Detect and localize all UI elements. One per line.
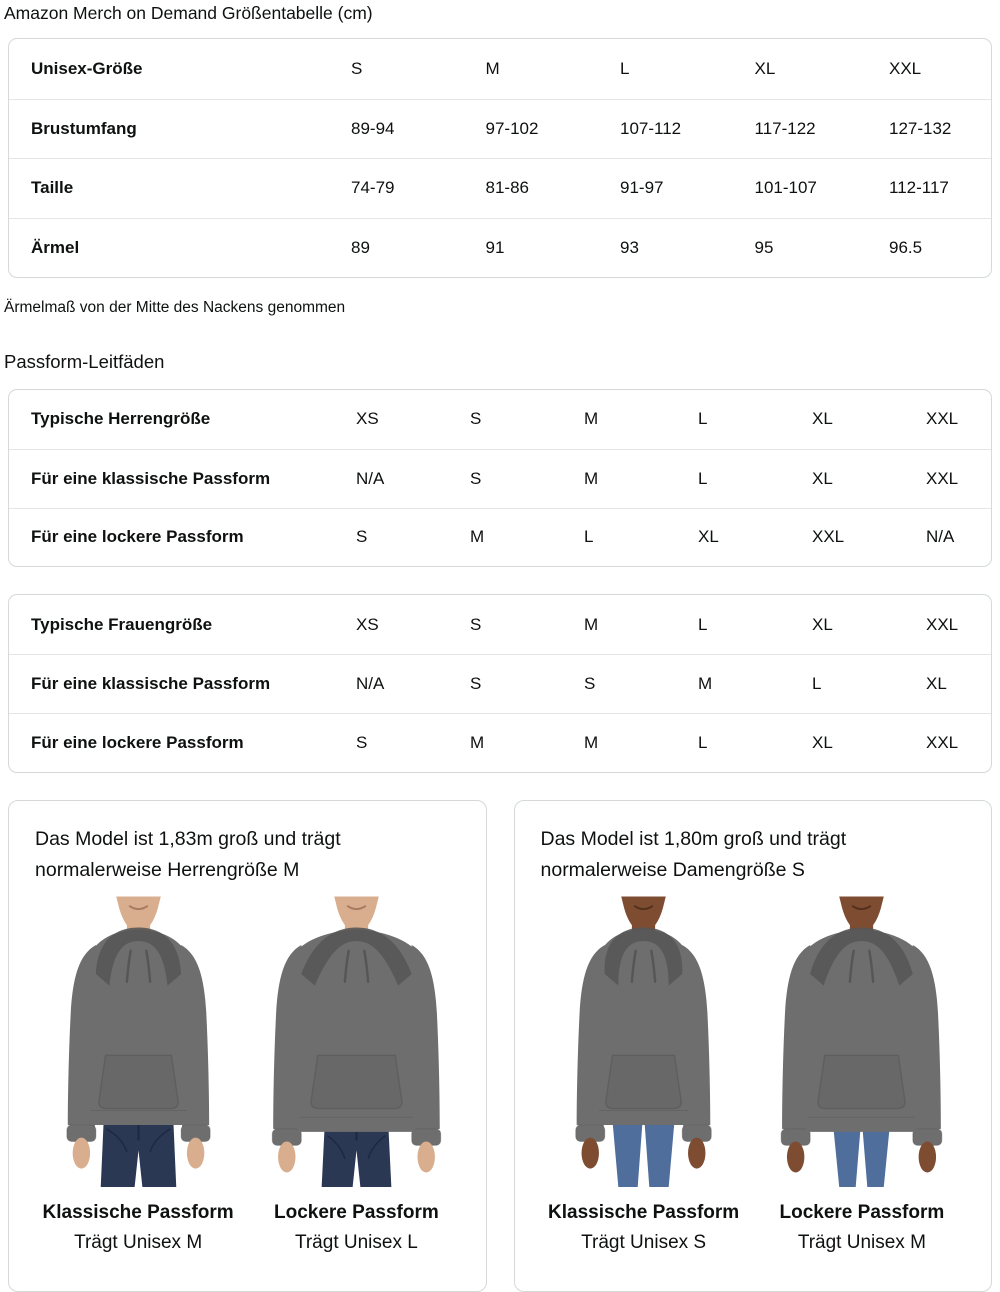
sleeve-measure-note: Ärmelmaß von der Mitte des Nackens genommen [4,299,346,316]
table-cell: M [584,468,599,488]
row-label: Für eine klassische Passform [31,674,271,694]
table-cell: M [584,732,599,752]
table-cell: M [584,614,599,634]
table-cell: S [584,674,596,694]
size-worn-label: Trägt Unisex M [797,1231,926,1253]
size-worn-label: Trägt Unisex S [581,1231,707,1253]
table-cell: L [698,468,708,488]
table-cell: 97-102 [485,118,539,138]
table-cell: 117-122 [754,118,816,138]
womens-fit-table [8,594,992,772]
size-worn-label: Trägt Unisex M [74,1231,203,1253]
table-row [9,390,991,449]
table-row [9,99,991,159]
table-row [9,595,991,654]
size-worn-label: Trägt Unisex L [294,1231,418,1253]
table-cell: XXL [926,468,959,488]
unisex-size-table [8,38,992,278]
table-cell: XXL [812,527,845,547]
row-label: Unisex-Größe [31,58,143,78]
model-photo [250,894,463,1187]
table-row [9,654,991,713]
model-photo [32,894,245,1187]
table-cell: 74-79 [351,178,395,198]
table-cell: XL [812,468,833,488]
table-cell: XXL [926,409,959,429]
model-figures [535,894,972,1253]
table-cell: M [584,409,599,429]
table-row [9,158,991,218]
table-cell: L [584,527,594,547]
fit-label: Lockere Passform [779,1201,945,1223]
table-cell: N/A [356,468,385,488]
table-cell: 101-107 [754,178,817,198]
fit-label: Lockere Passform [274,1201,439,1223]
table-cell: XS [356,614,379,634]
model-figure-loose [753,894,971,1253]
row-label: Für eine lockere Passform [31,527,244,547]
table-cell: XXL [926,614,959,634]
table-cell: 107-112 [620,118,682,138]
table-cell: S [470,468,482,488]
table-cell: N/A [926,527,955,547]
table-cell: L [698,614,708,634]
table-cell: 89-94 [351,118,395,138]
table-row [9,508,991,567]
womens-model-card [514,800,993,1292]
table-cell: 127-132 [889,118,952,138]
table-cell: XL [812,732,833,752]
row-label: Typische Herrengröße [31,409,211,429]
table-cell: 95 [754,237,774,257]
table-cell: XXL [889,58,922,78]
table-cell: S [470,409,482,429]
mens-fit-table [8,389,992,567]
fit-label: Klassische Passform [42,1201,234,1223]
table-cell: S [351,58,363,78]
table-cell: XXL [926,732,959,752]
mens-model-card [8,800,487,1292]
table-cell: XS [356,409,379,429]
table-cell: N/A [356,674,385,694]
table-cell: M [470,527,485,547]
row-label: Typische Frauengröße [31,614,213,634]
fit-label: Klassische Passform [548,1201,740,1223]
table-cell: M [470,732,485,752]
page-title: Amazon Merch on Demand Größentabelle (cm) [4,3,373,23]
table-cell: 81-86 [485,178,529,198]
table-cell: M [698,674,713,694]
model-figure-loose [247,894,465,1253]
fit-guides-heading: Passform-Leitfäden [4,351,165,372]
model-figure-classic [29,894,247,1253]
table-cell: S [470,674,482,694]
table-cell: XL [698,527,719,547]
table-cell: L [812,674,822,694]
row-label: Für eine lockere Passform [31,732,244,752]
table-cell: M [485,58,500,78]
table-cell: S [356,527,368,547]
table-row [9,218,991,278]
table-cell: XL [812,409,833,429]
row-label: Ärmel [31,237,80,257]
table-cell: 96.5 [889,237,923,257]
table-cell: XL [754,58,776,78]
table-cell: 112-117 [889,178,949,198]
model-photo [755,894,968,1187]
table-cell: 91 [485,237,505,257]
table-cell: S [356,732,368,752]
model-figures [29,894,466,1253]
table-cell: XL [812,614,833,634]
table-cell: 89 [351,237,370,257]
table-cell: L [620,58,630,78]
row-label: Für eine klassische Passform [31,468,271,488]
table-cell: L [698,732,708,752]
model-figure-classic [535,894,753,1253]
row-label: Taille [31,178,74,198]
table-cell: S [470,614,482,634]
model-cards [8,800,992,1292]
table-row [9,449,991,508]
table-cell: XL [926,674,947,694]
table-row [9,713,991,772]
model-description: Das Model ist 1,83m groß und trägt normalerweise Herrengröße M [35,827,341,881]
table-header-row [9,39,991,99]
table-cell: 93 [620,237,639,257]
table-cell: 91-97 [620,178,664,198]
table-cell: L [698,409,708,429]
model-description: Das Model ist 1,80m groß und trägt normalerweise Damengröße S [540,827,847,881]
row-label: Brustumfang [31,118,137,138]
model-photo [537,894,750,1187]
